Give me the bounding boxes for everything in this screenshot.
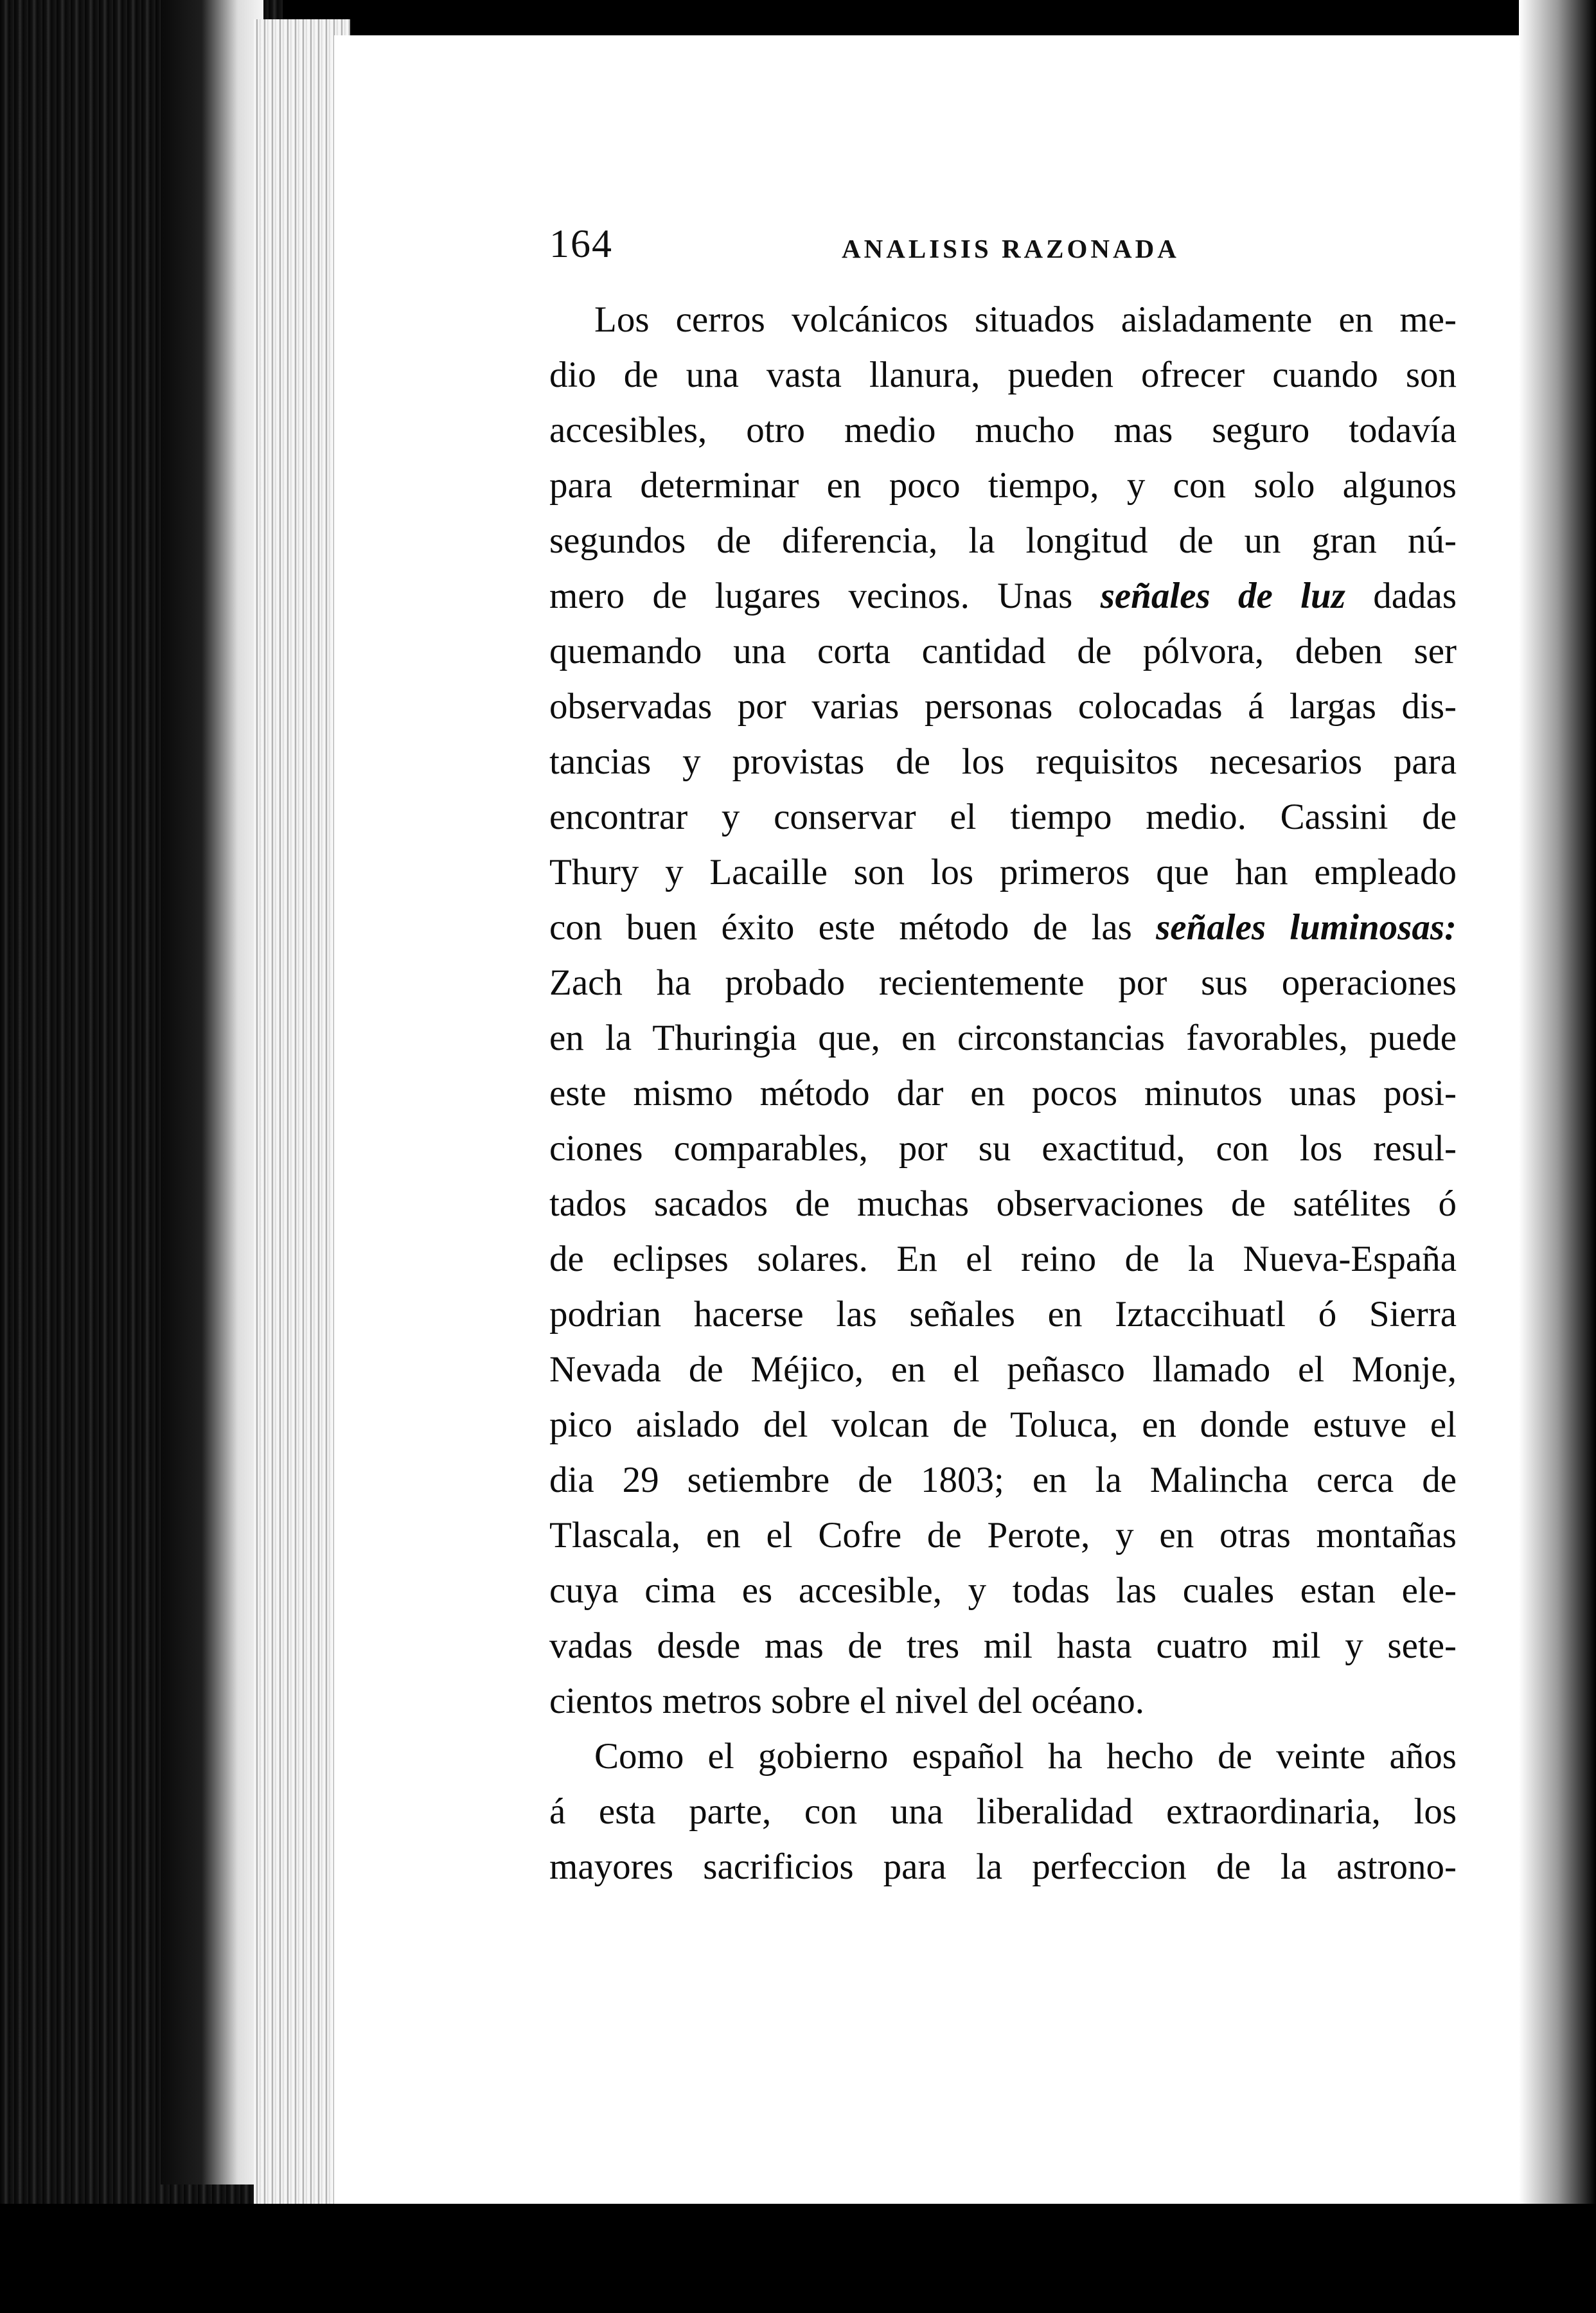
- text-line: encontrar y conservar el tiempo medio. Cassini de: [549, 797, 1457, 837]
- text-segment: mero de lugares vecinos. Unas: [549, 576, 1073, 616]
- text-line: Tlascala, en el Cofre de Perote, y en otras montañas: [549, 1515, 1457, 1555]
- text-line: Como el gobierno español ha hecho de veinte años: [594, 1736, 1457, 1777]
- right-page-shadow: [1519, 0, 1596, 2313]
- text-line: tancias y provistas de los requisitos necesarios para: [549, 741, 1457, 782]
- text-line: Thury y Lacaille son los primeros que han empleado: [549, 852, 1457, 892]
- text-line: cientos metros sobre el nivel del océano.: [549, 1681, 1144, 1721]
- text-line: Nevada de Méjico, en el peñasco llamado el Monje,: [549, 1349, 1457, 1390]
- text-line: Zach ha probado recientemente por sus operaciones: [549, 962, 1457, 1003]
- text-line: este mismo método dar en pocos minutos unas posi-: [549, 1073, 1457, 1113]
- text-line: quemando una corta cantidad de pólvora, deben ser: [549, 631, 1457, 671]
- text-line: mayores sacrificios para la perfeccion de la astrono-: [549, 1847, 1457, 1887]
- text-line: segundos de diferencia, la longitud de un gran nú-: [549, 520, 1457, 561]
- text-line: vadas desde mas de tres mil hasta cuatro mil y sete-: [549, 1626, 1457, 1666]
- text-line: ciones comparables, por su exactitud, con los resul-: [549, 1128, 1457, 1169]
- text-segment: dadas: [1373, 576, 1457, 616]
- text-segment: con buen éxito este método de las: [549, 907, 1132, 948]
- text-line: pico aislado del volcan de Toluca, en donde estuve el: [549, 1405, 1457, 1445]
- text-line: á esta parte, con una liberalidad extraordinaria, los: [549, 1791, 1457, 1832]
- text-line: para determinar en poco tiempo, y con solo algunos: [549, 465, 1457, 506]
- emphasis-senales-de-luz: señales de luz: [1100, 576, 1345, 616]
- text-line: Los cerros volcánicos situados aisladamente en me-: [594, 299, 1457, 340]
- page-number: 164: [549, 222, 613, 266]
- text-line: accesibles, otro medio mucho mas seguro todavía: [549, 410, 1457, 450]
- text-line: de eclipses solares. En el reino de la Nueva-España: [549, 1239, 1457, 1279]
- text-line: dio de una vasta llanura, pueden ofrecer cuando son: [549, 355, 1457, 395]
- text-line: podrian hacerse las señales en Iztaccihuatl ó Sierra: [549, 1294, 1457, 1334]
- bottom-dark-band: [0, 2204, 1596, 2313]
- text-line: [549, 569, 1457, 624]
- text-line: cuya cima es accesible, y todas las cuales estan ele-: [549, 1570, 1457, 1611]
- text-line: tados sacados de muchas observaciones de satélites ó: [549, 1183, 1457, 1224]
- text-line: [549, 900, 1457, 955]
- text-line: en la Thuringia que, en circonstancias favorables, puede: [549, 1018, 1457, 1058]
- text-line: observadas por varias personas colocadas á largas dis-: [549, 686, 1457, 727]
- running-head: ANALISIS RAZONADA: [842, 234, 1180, 263]
- body-text: [549, 292, 1457, 1895]
- emphasis-senales-luminosas: señales luminosas:: [1156, 907, 1457, 948]
- gutter-shadow: [161, 0, 263, 2184]
- page-header: [549, 222, 1455, 279]
- text-line: dia 29 setiembre de 1803; en la Malincha cerca de: [549, 1460, 1457, 1500]
